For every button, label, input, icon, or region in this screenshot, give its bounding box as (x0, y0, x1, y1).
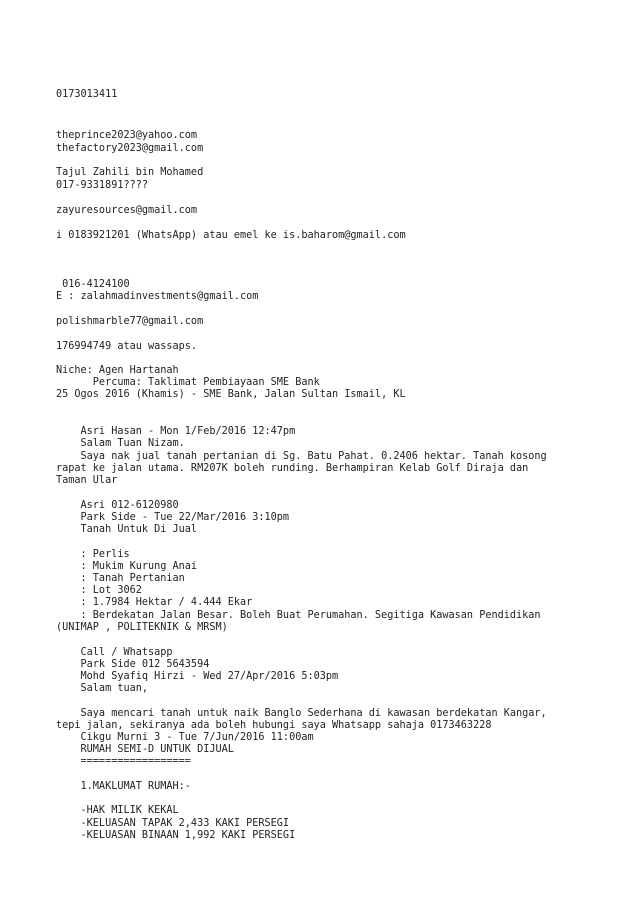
text-line: Tajul Zahili bin Mohamed (56, 167, 204, 178)
text-line: : Tanah Pertanian (56, 573, 185, 584)
text-line: -KELUASAN TAPAK 2,433 KAKI PERSEGI (56, 818, 290, 829)
text-line: Salam tuan, (56, 683, 149, 694)
text-line: ================== (56, 756, 191, 767)
text-line: i 0183921201 (WhatsApp) atau emel ke is.baharom@gmail.com (56, 230, 406, 241)
text-line: Saya nak jual tanah pertanian di Sg. Batu Pahat. 0.2406 hektar. Tanah kosong (56, 451, 547, 462)
text-line: : Perlis (56, 549, 130, 560)
text-line: Call / Whatsapp (56, 647, 173, 658)
text-line: : Mukim Kurung Anai (56, 561, 198, 572)
text-line: : Berdekatan Jalan Besar. Boleh Buat Perumahan. Segitiga Kawasan Pendidikan (56, 610, 541, 621)
text-line: Asri Hasan - Mon 1/Feb/2016 12:47pm (56, 426, 296, 437)
text-line: Park Side 012 5643594 (56, 659, 210, 670)
text-line: Asri 012-6120980 (56, 500, 179, 511)
text-line: Salam Tuan Nizam. (56, 438, 185, 449)
text-line: RUMAH SEMI-D UNTUK DIJUAL (56, 744, 234, 755)
text-line: : 1.7984 Hektar / 4.444 Ekar (56, 597, 253, 608)
text-line: -HAK MILIK KEKAL (56, 805, 179, 816)
text-line: 016-4124100 (56, 279, 130, 290)
text-line: Percuma: Taklimat Pembiayaan SME Bank (56, 377, 320, 388)
text-line: 0173013411 (56, 89, 118, 100)
text-line: tepi jalan, sekiranya ada boleh hubungi saya Whatsapp sahaja 0173463228 (56, 720, 492, 731)
text-line: Taman Ular (56, 475, 118, 486)
text-line: zayuresources@gmail.com (56, 205, 198, 216)
text-line: theprince2023@yahoo.com (56, 130, 198, 141)
text-line: Tanah Untuk Di Jual (56, 524, 198, 535)
text-line: 017-9331891???? (56, 180, 149, 191)
text-line: : Lot 3062 (56, 585, 142, 596)
text-line: -KELUASAN BINAAN 1,992 KAKI PERSEGI (56, 830, 296, 841)
text-line: rapat ke jalan utama. RM207K boleh runding. Berhampiran Kelab Golf Diraja dan (56, 463, 529, 474)
text-line: E : zalahmadinvestments@gmail.com (56, 291, 259, 302)
text-line: 25 Ogos 2016 (Khamis) - SME Bank, Jalan Sultan Ismail, KL (56, 389, 406, 400)
text-line: Niche: Agen Hartanah (56, 365, 179, 376)
text-line: polishmarble77@gmail.com (56, 316, 204, 327)
text-line: thefactory2023@gmail.com (56, 143, 204, 154)
text-line: 1.MAKLUMAT RUMAH:- (56, 781, 191, 792)
text-line: Park Side - Tue 22/Mar/2016 3:10pm (56, 512, 290, 523)
text-line: Mohd Syafiq Hirzi - Wed 27/Apr/2016 5:03pm (56, 671, 339, 682)
text-line: 176994749 atau wassaps. (56, 341, 198, 352)
text-line: Cikgu Murni 3 - Tue 7/Jun/2016 11:00am (56, 732, 314, 743)
text-line: Saya mencari tanah untuk naik Banglo Sederhana di kawasan berdekatan Kangar, (56, 708, 547, 719)
text-line: (UNIMAP , POLITEKNIK & MRSM) (56, 622, 228, 633)
